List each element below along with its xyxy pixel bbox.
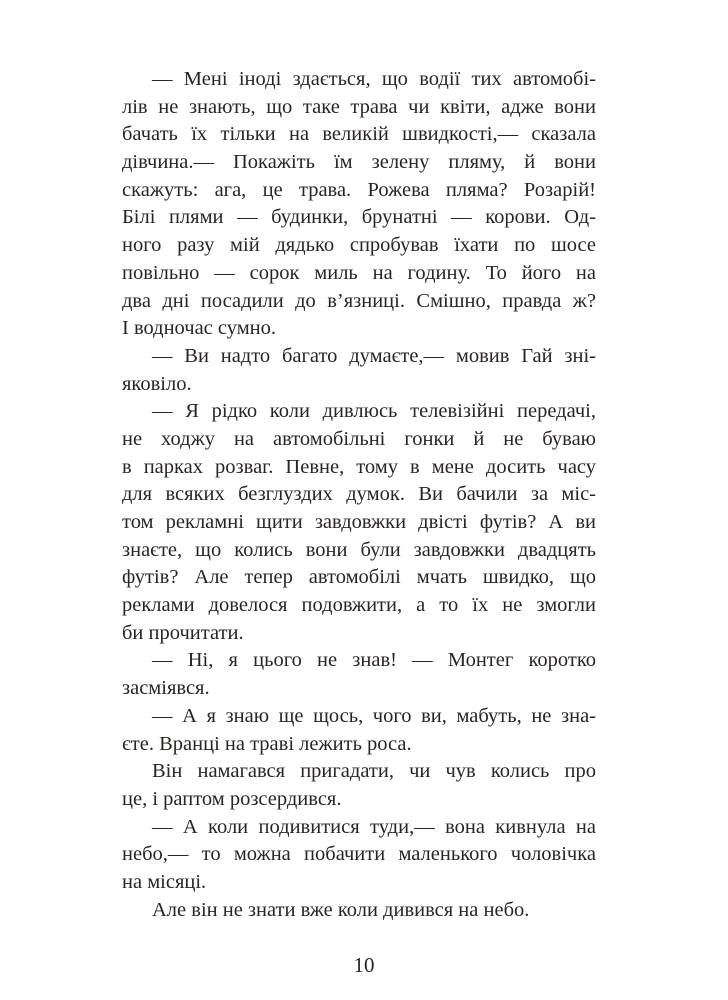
text-line: Він намагався пригадати, чи чув колись про [152, 760, 596, 783]
text-line: дівчина.— Покажіть їм зелену пляму, й вони [122, 151, 596, 174]
text-line: — Мені іноді здається, що водії тих автомобі- [152, 68, 596, 90]
text-line: це, і раптом розсердився. [122, 787, 342, 810]
text-line: І водночас сумно. [122, 317, 277, 340]
text-line: ного разу мій дядько спробував їхати по шосе [122, 234, 596, 257]
text-line: лів не знають, що таке трава чи квіти, адже вони [122, 95, 596, 118]
text-line: би прочитати. [122, 621, 244, 644]
text-line: на місяці. [122, 870, 207, 893]
text-line: єте. Вранці на траві лежить роса. [122, 732, 412, 755]
text-line: яковіло. [122, 372, 192, 395]
text-line: в парках розваг. Певне, тому в мене досить часу [122, 455, 596, 478]
text-line: два дні посадили до в’язниці. Смішно, правда ж? [122, 289, 596, 312]
text-line: Але він не знати вже коли дивився на небо. [152, 898, 530, 921]
text-line: — Я рідко коли дивлюсь телевізійні передачі, [152, 400, 596, 423]
text-line: том рекламні щити завдовжки двісті футів? А ви [122, 511, 596, 533]
text-line: повільно — сорок миль на годину. То його на [122, 261, 596, 284]
text-line: футів? Але тепер автомобілі мчать швидко, що [122, 566, 596, 589]
text-line: бачать їх тільки на великій швидкості,— сказала [122, 123, 596, 146]
text-line: засміявся. [122, 677, 210, 700]
text-line: небо,— то можна побачити маленького чоловічка [122, 843, 596, 866]
text-line: не ходжу на автомобільні гонки й не буваю [122, 427, 596, 450]
text-line: — А я знаю ще щось, чого ви, мабуть, не зна- [152, 704, 596, 727]
page-number: 10 [353, 953, 375, 977]
text-line: — Ні, я цього не знав! — Монтег коротко [152, 649, 596, 672]
text-line: скажуть: ага, це трава. Рожева пляма? Розарій! [122, 178, 596, 201]
text-line: знаєте, що колись вони були завдовжки двадцять [122, 538, 596, 561]
text-line: — Ви надто багато думаєте,— мовив Гай зні- [152, 344, 596, 367]
text-line: для всяких безглуздих думок. Ви бачили за міс- [122, 483, 596, 506]
text-line: Білі плями — будинки, брунатні — корови. Од- [122, 206, 596, 229]
text-line: реклами довелося подовжити, а то їх не змогли [122, 594, 596, 617]
text-line: — А коли подивитися туди,— вона кивнула на [152, 815, 596, 838]
book-page-text [122, 66, 596, 924]
